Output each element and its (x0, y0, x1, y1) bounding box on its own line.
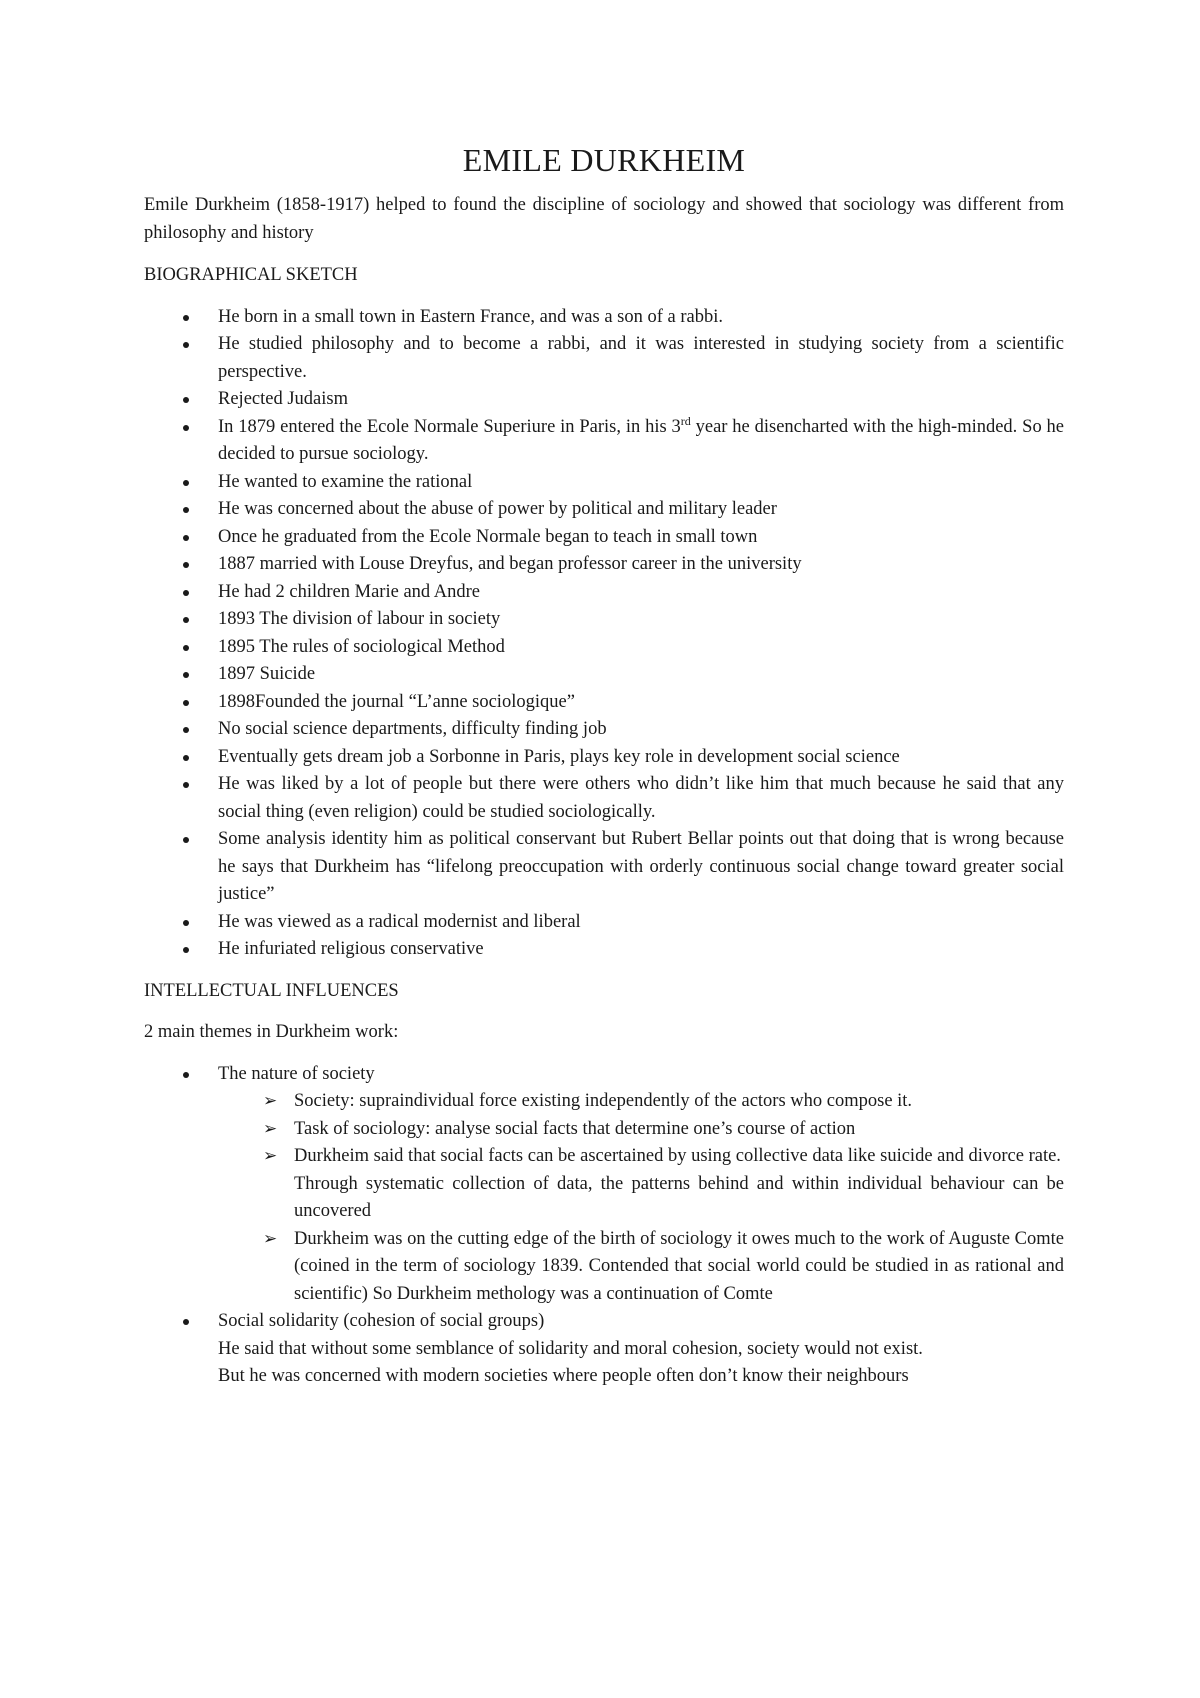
bullet-icon (183, 672, 189, 678)
list-item: He had 2 children Marie and Andre (144, 579, 1064, 607)
arrow-bullet-icon: ➢ (263, 1228, 278, 1249)
intro-paragraph: Emile Durkheim (1858-1917) helped to found the discipline of sociology and showed that sociology was different from philosophy and history (144, 195, 1064, 243)
bullet-icon (183, 1072, 189, 1078)
list-item: 1895 The rules of sociological Method (144, 634, 1064, 662)
list-item: Eventually gets dream job a Sorbonne in Paris, plays key role in development social science (144, 744, 1064, 772)
list-item-continuation: Through systematic collection of data, the patterns behind and within individual behaviour can be uncovered (294, 1173, 1064, 1221)
arrow-bullet-icon: ➢ (263, 1091, 278, 1111)
bullet-icon (183, 535, 189, 541)
theme-label: Social solidarity (cohesion of social groups) (218, 1311, 545, 1331)
bullet-icon (183, 590, 189, 596)
list-item: In 1879 entered the Ecole Normale Superiure in Paris, in his 3rd year he disencharted with the high-minded. So he decided to pursue sociology. (144, 414, 1064, 469)
nature-of-society-points (218, 1088, 1064, 1308)
list-item: He studied philosophy and to become a rabbi, and it was interested in studying society from a scientific perspective. (144, 331, 1064, 386)
bullet-icon (183, 700, 189, 706)
list-item: 1887 married with Louse Dreyfus, and began professor career in the university (144, 551, 1064, 579)
list-item: Some analysis identity him as political conservant but Rubert Bellar points out that doing that is wrong because he says that Durkheim has “lifelong preoccupation with orderly continuous social change toward greater social justice” (144, 826, 1064, 909)
bullet-icon (183, 507, 189, 513)
themes-lead: 2 main themes in Durkheim work: (144, 1022, 399, 1042)
bullet-icon (183, 837, 189, 843)
list-item: He wanted to examine the rational (144, 469, 1064, 497)
list-item: Rejected Judaism (144, 386, 1064, 414)
bullet-icon (183, 947, 189, 953)
list-item: ➢ Task of sociology: analyse social facts that determine one’s course of action (218, 1116, 1064, 1144)
bullet-icon (183, 782, 189, 788)
themes-list (144, 1061, 1064, 1391)
list-item: ➢ Durkheim said that social facts can be ascertained by using collective data like suicide and divorce rate. Through systematic collection of data, the patterns behind and within individual behaviour can be uncovered (218, 1143, 1064, 1226)
list-item-nature-of-society (144, 1061, 1064, 1309)
arrow-bullet-icon: ➢ (263, 1146, 278, 1166)
list-item: 1897 Suicide (144, 661, 1064, 689)
list-item: He born in a small town in Eastern France, and was a son of a rabbi. (144, 304, 1064, 332)
list-item: ➢ Durkheim was on the cutting edge of the birth of sociology it owes much to the work of Auguste Comte (coined in the term of sociology 1839. Contended that social world could be studied in as rational and scientific) So Durkheim methology was a continuation of Comte (218, 1226, 1064, 1309)
bullet-icon (183, 645, 189, 651)
document-page (144, 140, 1064, 1405)
solidarity-line: But he was concerned with modern societies where people often don’t know their neighbours (218, 1366, 909, 1386)
biography-list (144, 304, 1064, 964)
list-item: ➢ Society: supraindividual force existing independently of the actors who compose it. (218, 1088, 1064, 1116)
bullet-icon (183, 562, 189, 568)
list-item: Once he graduated from the Ecole Normale began to teach in small town (144, 524, 1064, 552)
list-item: 1893 The division of labour in society (144, 606, 1064, 634)
bullet-icon (183, 342, 189, 348)
bullet-icon (183, 480, 189, 486)
bullet-icon (183, 397, 189, 403)
bullet-icon (183, 727, 189, 733)
list-item: No social science departments, difficulty finding job (144, 716, 1064, 744)
bullet-icon (183, 617, 189, 623)
solidarity-line: He said that without some semblance of solidarity and moral cohesion, society would not exist. (218, 1338, 923, 1359)
list-item: He was concerned about the abuse of power by political and military leader (144, 496, 1064, 524)
bullet-icon (183, 315, 189, 321)
page-title: EMILE DURKHEIM (462, 142, 746, 178)
arrow-bullet-icon: ➢ (263, 1118, 278, 1139)
list-item-social-solidarity (144, 1308, 1064, 1391)
section-heading-biographical: BIOGRAPHICAL SKETCH (144, 265, 358, 285)
list-item: He infuriated religious conservative (144, 936, 1064, 964)
section-heading-intellectual: INTELLECTUAL INFLUENCES (144, 980, 399, 1001)
bullet-icon (183, 425, 189, 431)
bullet-icon (183, 755, 189, 761)
theme-label: The nature of society (218, 1063, 375, 1084)
bullet-icon (183, 1319, 189, 1325)
list-item: He was viewed as a radical modernist and liberal (144, 909, 1064, 937)
list-item: He was liked by a lot of people but there were others who didn’t like him that much because he said that any social thing (even religion) could be studied sociologically. (144, 771, 1064, 826)
list-item: 1898Founded the journal “L’anne sociologique” (144, 689, 1064, 717)
bullet-icon (183, 920, 189, 926)
